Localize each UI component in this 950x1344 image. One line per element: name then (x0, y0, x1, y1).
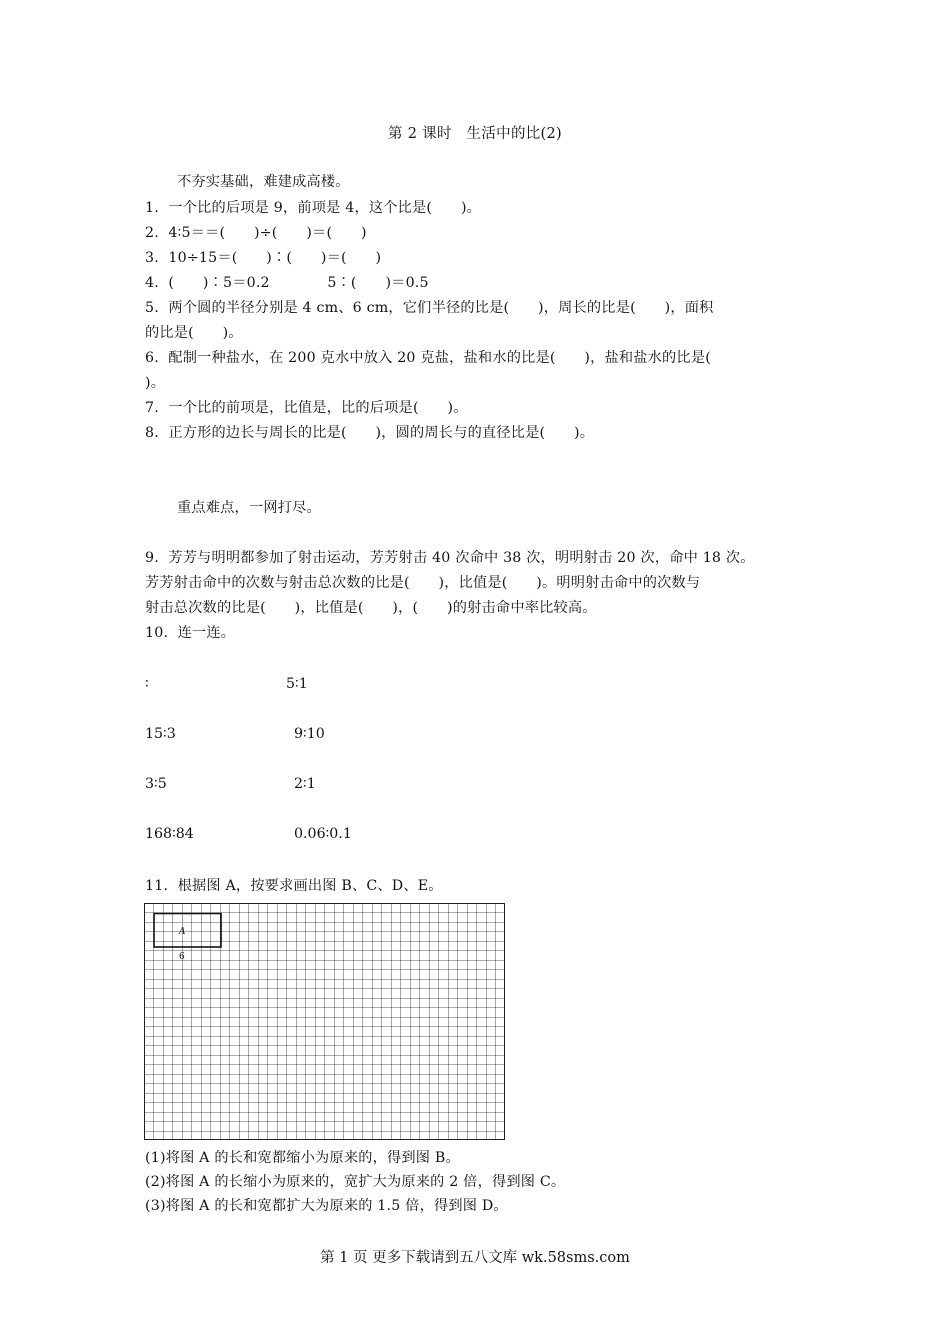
question-4: 4. ( )∶5＝0.2 5∶( )＝0.5 (145, 275, 429, 291)
question-11-part-1: (1)将图 A 的长和宽都缩小为原来的，得到图 B。 (145, 1150, 460, 1166)
question-11: 11. 根据图 A，按要求画出图 B、C、D、E。 (145, 878, 443, 894)
question-3: 3. 10÷15＝( )∶( )＝( ) (145, 250, 382, 266)
match-right-item: 9∶10 (294, 726, 325, 742)
match-left-item: ∶ (145, 676, 149, 692)
figure-a-dimension-label: 6 (179, 952, 185, 962)
square-grid-figure (144, 903, 506, 1145)
section-heading-key-points: 重点难点，一网打尽。 (177, 500, 321, 516)
match-right-item: 2∶1 (294, 776, 316, 792)
match-right-item: 0.06∶0.1 (294, 826, 352, 842)
figure-a-label: A (179, 927, 186, 937)
page-title: 第 2 课时 生活中的比(2) (388, 126, 562, 142)
match-right-item: 5∶1 (286, 676, 308, 692)
question-6-line-2: )。 (145, 375, 166, 391)
section-heading-basics: 不夯实基础，难建成高楼。 (177, 174, 350, 190)
question-7: 7. 一个比的前项是，比值是，比的后项是( )。 (145, 400, 468, 416)
page-footer: 第 1 页 更多下载请到五八文库 wk.58sms.com (320, 1250, 630, 1266)
question-9-line-1: 9. 芳芳与明明都参加了射击运动，芳芳射击 40 次命中 38 次，明明射击 20 次，命中 18 次。 (145, 550, 755, 566)
match-left-item: 15∶3 (145, 726, 176, 742)
question-6-line-1: 6. 配制一种盐水，在 200 克水中放入 20 克盐，盐和水的比是( )，盐和盐水的比是( (145, 350, 711, 366)
question-10: 10. 连一连。 (145, 625, 236, 641)
match-left-item: 168∶84 (145, 826, 194, 842)
question-5-line-2: 的比是( )。 (145, 325, 243, 341)
question-9-line-2: 芳芳射击命中的次数与射击总次数的比是( )，比值是( )。明明射击命中的次数与 (145, 575, 701, 591)
question-8: 8. 正方形的边长与周长的比是( )，圆的周长与的直径比是( )。 (145, 425, 595, 441)
question-5-line-1: 5. 两个圆的半径分别是 4 cm、6 cm，它们半径的比是( )，周长的比是( )，面积 (145, 300, 714, 316)
question-9-line-3: 射击总次数的比是( )，比值是( )，( )的射击命中率比较高。 (145, 600, 597, 616)
question-11-part-2: (2)将图 A 的长缩小为原来的，宽扩大为原来的 2 倍，得到图 C。 (145, 1174, 566, 1190)
question-11-part-3: (3)将图 A 的长和宽都扩大为原来的 1.5 倍，得到图 D。 (145, 1198, 508, 1214)
match-left-item: 3∶5 (145, 776, 167, 792)
question-2: 2. 4∶5＝＝( )÷( )＝( ) (145, 225, 367, 241)
grid-background (145, 904, 505, 1140)
question-1: 1. 一个比的后项是 9，前项是 4，这个比是( )。 (145, 200, 482, 216)
grid-svg (144, 903, 506, 1141)
